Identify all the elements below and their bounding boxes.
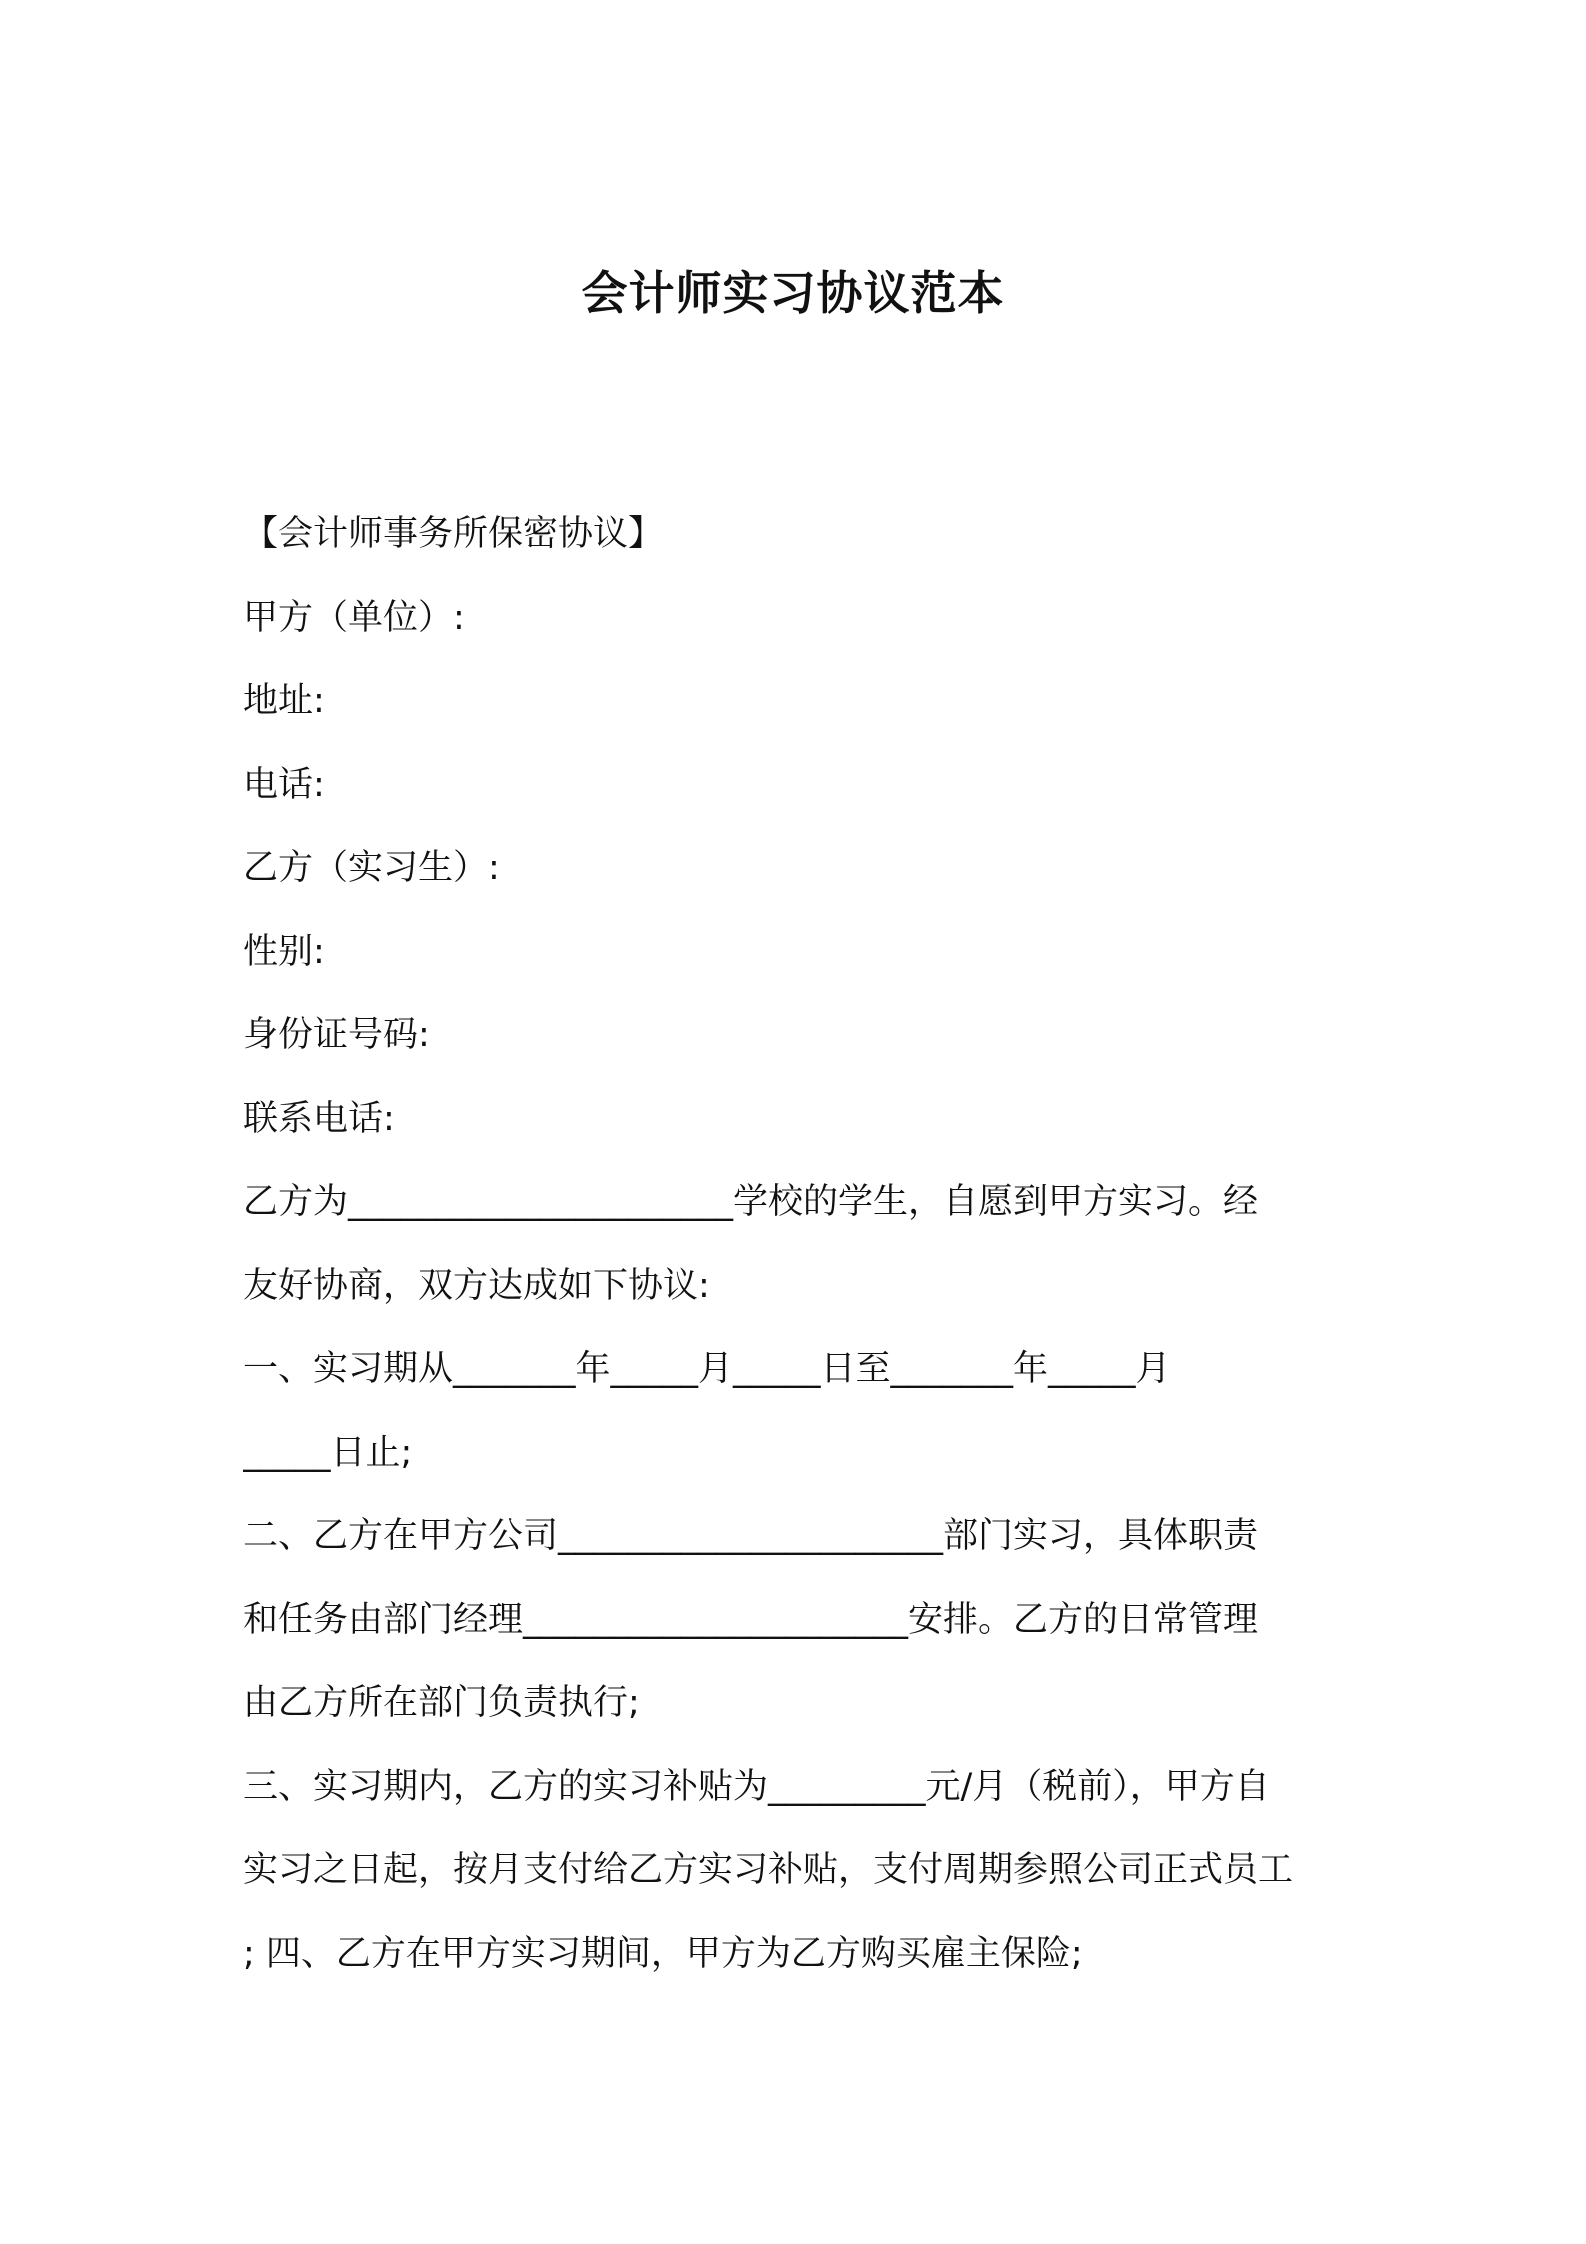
id-number-field: 身份证号码: [243, 1015, 430, 1055]
address-field: 地址: [243, 681, 325, 721]
clause-three-line: 三、实习期内，乙方的实习补贴为_________元/月（税前），甲方自 [243, 1766, 1270, 1807]
paragraph-line: 友好协商，双方达成如下协议: [243, 1265, 710, 1306]
clause-three-line: 实习之日起，按月支付给乙方实习补贴，支付周期参照公司正式员工 [243, 1850, 1294, 1890]
party-a-field: 甲方（单位）: [243, 597, 465, 638]
gender-field: 性别: [243, 931, 325, 972]
contact-phone-field: 联系电话: [243, 1098, 395, 1139]
clause-four-line: ; 四、乙方在甲方实习期间，甲方为乙方购买雇主保险; [243, 1933, 1083, 1974]
paragraph-line: 乙方为______________________学校的学生，自愿到甲方实习。经 [243, 1182, 1259, 1222]
document-body [243, 493, 1358, 1996]
clause-two-line: 和任务由部门经理______________________安排。乙方的日常管理 [243, 1599, 1259, 1640]
phone-field: 电话: [243, 764, 325, 805]
document-title: 会计师实习协议范本 [581, 266, 1005, 320]
clause-one-line: 一、实习期从_______年_____月_____日至_______年_____月 [243, 1349, 1171, 1389]
clause-two-line: 由乙方所在部门负责执行; [243, 1683, 640, 1723]
party-b-field: 乙方（实习生）: [243, 848, 500, 888]
clause-one-line: _____日止; [243, 1432, 413, 1473]
section-heading: 【会计师事务所保密协议】 [243, 514, 664, 554]
clause-two-line: 二、乙方在甲方公司______________________部门实习，具体职责 [243, 1516, 1259, 1556]
